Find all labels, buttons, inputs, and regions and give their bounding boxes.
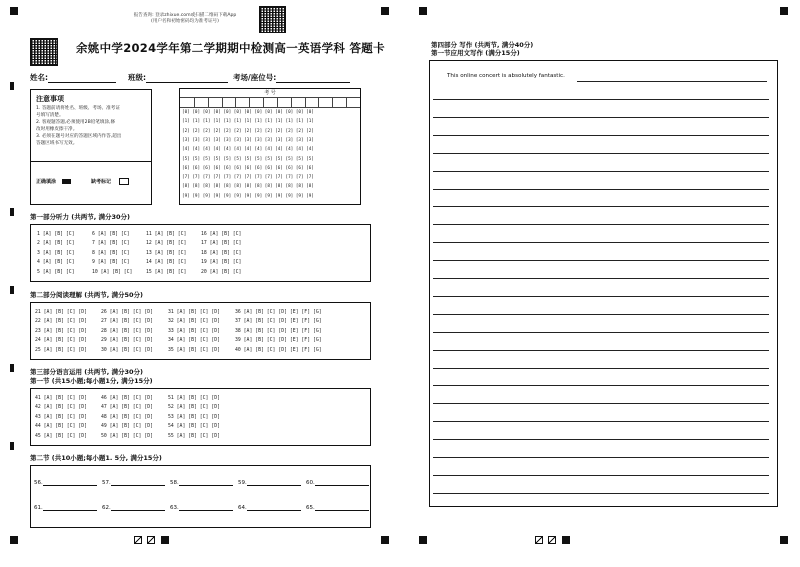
writing-line[interactable] [433, 242, 769, 243]
correct-fill-text: 正确填涂 [36, 179, 57, 185]
exam-number-cell-divider [249, 97, 250, 107]
answer-option-row[interactable]: 48 [A] [B] [C] [D] [101, 414, 153, 420]
writing-line[interactable] [433, 260, 769, 261]
blank-line [315, 479, 369, 486]
fill-in-blank[interactable] [170, 504, 233, 511]
timing-mark [562, 536, 570, 544]
answer-option-row[interactable]: 41 [A] [B] [C] [D] [35, 396, 87, 401]
answer-option-row[interactable]: 33 [A] [B] [C] [D] [168, 328, 220, 334]
answer-option-row[interactable]: 28 [A] [B] [C] [D] [101, 328, 153, 334]
absent-mark-label [91, 178, 129, 185]
exam-digit-row[interactable]: [7] [7] [7] [7] [7] [7] [7] [7] [7] [7] [7] [7] [7] [182, 175, 314, 181]
blank-number: 58. [170, 480, 179, 486]
class-field[interactable] [128, 72, 228, 83]
answer-option-row[interactable]: 26 [A] [B] [C] [D] [101, 310, 153, 315]
absent-mark-text: 缺考标记 [91, 179, 112, 185]
answer-option-row[interactable]: 47 [A] [B] [C] [D] [101, 405, 153, 411]
answer-option-row[interactable]: 32 [A] [B] [C] [D] [168, 319, 220, 325]
exam-digit-row[interactable]: [3] [3] [3] [3] [3] [3] [3] [3] [3] [3] [3] [3] [3] [182, 137, 314, 143]
answer-option-row[interactable]: 8 [A] [B] [C] [92, 250, 130, 256]
page-title: 余姚中学2024学年第二学期期中检测高一英语学科 答题卡 [76, 41, 385, 55]
answer-option-row[interactable]: 27 [A] [B] [C] [D] [101, 319, 153, 325]
answer-option-row[interactable]: 46 [A] [B] [C] [D] [101, 396, 153, 401]
timing-mark [10, 7, 18, 15]
fill-in-blank[interactable] [170, 479, 233, 486]
writing-line[interactable] [433, 153, 769, 154]
blank-number: 65. [306, 505, 315, 511]
answer-option-row[interactable]: 36 [A] [B] [C] [D] [E] [F] [G] [235, 310, 322, 315]
exam-number-cell-divider [305, 97, 306, 107]
answer-option-row[interactable]: 20 [A] [B] [C] [201, 269, 242, 275]
answer-option-row[interactable]: 49 [A] [B] [C] [D] [101, 424, 153, 430]
timing-mark [10, 208, 14, 216]
blank-line [43, 479, 97, 486]
answer-option-row[interactable]: 31 [A] [B] [C] [D] [168, 310, 220, 315]
fill-in-blank[interactable] [102, 504, 165, 511]
exam-digit-row[interactable]: [5] [5] [5] [5] [5] [5] [5] [5] [5] [5] [5] [5] [5] [182, 156, 314, 162]
writing-line[interactable] [433, 385, 769, 386]
name-field[interactable] [30, 72, 116, 83]
answer-option-row[interactable]: 15 [A] [B] [C] [146, 269, 187, 275]
exam-number-box [179, 88, 361, 205]
answer-option-row[interactable]: 35 [A] [B] [C] [D] [168, 347, 220, 353]
fill-in-blank[interactable] [238, 479, 301, 486]
notes-title: 注意事项 [36, 95, 64, 103]
exam-number-cell-divider [222, 97, 223, 107]
exam-number-cell-divider [291, 97, 292, 107]
filled-example-icon [62, 179, 71, 184]
writing-line[interactable] [577, 81, 767, 82]
answer-option-row[interactable]: 55 [A] [B] [C] [D] [168, 433, 220, 439]
blank-line [43, 504, 97, 511]
answer-option-row[interactable]: 51 [A] [B] [C] [D] [168, 396, 220, 401]
answer-option-row[interactable]: 44 [A] [B] [C] [D] [35, 424, 87, 430]
answer-option-row[interactable]: 9 [A] [B] [C] [92, 260, 130, 266]
writing-line[interactable] [433, 171, 769, 172]
part3-section1-title: 第一节 (共15小题;每小题1分, 满分15分) [30, 377, 153, 385]
answer-option-row[interactable]: 40 [A] [B] [C] [D] [E] [F] [G] [235, 347, 322, 353]
writing-line[interactable] [433, 224, 769, 225]
writing-line[interactable] [433, 296, 769, 297]
answer-option-row[interactable]: 39 [A] [B] [C] [D] [E] [F] [G] [235, 338, 322, 344]
answer-option-row[interactable]: 23 [A] [B] [C] [D] [35, 328, 87, 334]
answer-option-row[interactable]: 42 [A] [B] [C] [D] [35, 405, 87, 411]
fill-in-blank[interactable] [102, 479, 165, 486]
seat-field[interactable] [233, 72, 350, 83]
writing-line[interactable] [433, 206, 769, 207]
exam-number-cell-divider [235, 97, 236, 107]
writing-line[interactable] [433, 457, 769, 458]
answer-option-row[interactable]: 30 [A] [B] [C] [D] [101, 347, 153, 353]
hatch-mark [548, 536, 556, 544]
part1-title: 第一部分听力 (共两节, 满分30分) [30, 213, 130, 221]
answer-option-row[interactable]: 25 [A] [B] [C] [D] [35, 347, 87, 353]
blank-line [111, 479, 165, 486]
part1-answer-box [30, 224, 371, 282]
answer-option-row[interactable]: 1 [A] [B] [C] [37, 232, 75, 237]
blank-number: 57. [102, 480, 111, 486]
answer-option-row[interactable]: 11 [A] [B] [C] [146, 232, 187, 237]
answer-option-row[interactable]: 54 [A] [B] [C] [D] [168, 424, 220, 430]
exam-number-cell-divider [346, 97, 347, 107]
answer-option-row[interactable]: 43 [A] [B] [C] [D] [35, 414, 87, 420]
writing-box [429, 60, 778, 507]
notes-box [30, 89, 152, 205]
answer-option-row[interactable]: 17 [A] [B] [C] [201, 241, 242, 247]
answer-option-row[interactable]: 6 [A] [B] [C] [92, 232, 130, 237]
exam-digit-row[interactable]: [2] [2] [2] [2] [2] [2] [2] [2] [2] [2] [2] [2] [2] [182, 128, 314, 134]
exam-digit-row[interactable]: [9] [9] [9] [9] [9] [9] [9] [9] [9] [9] [9] [9] [9] [182, 193, 314, 199]
part4-title: 第四部分 写作 (共两节, 满分40分) [431, 41, 534, 49]
timing-mark [10, 82, 14, 90]
exam-number-cell-divider [318, 97, 319, 107]
answer-option-row[interactable]: 2 [A] [B] [C] [37, 241, 75, 247]
blank-line [247, 504, 301, 511]
blank-number: 59. [238, 480, 247, 486]
answer-option-row[interactable]: 14 [A] [B] [C] [146, 260, 187, 266]
notes-item: 改时用橡皮擦干净。 [36, 127, 78, 132]
exam-number-cell-divider [208, 97, 209, 107]
exam-number-cell-divider [194, 97, 195, 107]
timing-mark [10, 364, 14, 372]
writing-line[interactable] [433, 350, 769, 351]
answer-option-row[interactable]: 34 [A] [B] [C] [D] [168, 338, 220, 344]
seat-label: 考场/座位号: [233, 73, 277, 82]
answer-option-row[interactable]: 29 [A] [B] [C] [D] [101, 338, 153, 344]
answer-option-row[interactable]: 22 [A] [B] [C] [D] [35, 319, 87, 325]
exam-number-label: 考 号 [180, 89, 360, 98]
timing-mark [381, 7, 389, 15]
writing-line[interactable] [433, 135, 769, 136]
writing-line[interactable] [433, 493, 769, 494]
writing-prompt: This online concert is absolutely fantastic. [447, 73, 565, 79]
answer-option-row[interactable]: 5 [A] [B] [C] [37, 269, 75, 275]
answer-option-row[interactable]: 37 [A] [B] [C] [D] [E] [F] [G] [235, 319, 322, 325]
name-line [48, 74, 116, 83]
exam-number-cell-divider [263, 97, 264, 107]
exam-digit-row[interactable]: [1] [1] [1] [1] [1] [1] [1] [1] [1] [1] [1] [1] [1] [182, 119, 314, 125]
blank-line [179, 479, 233, 486]
answer-option-row[interactable]: 19 [A] [B] [C] [201, 260, 242, 266]
exam-number-cell-divider [332, 97, 333, 107]
fill-in-blank[interactable] [238, 504, 301, 511]
part3-section2-title: 第二节 (共10小题;每小题1. 5分, 满分15分) [30, 454, 162, 462]
writing-line[interactable] [433, 189, 769, 190]
blank-number: 64. [238, 505, 247, 511]
timing-mark [419, 536, 427, 544]
blank-line [247, 479, 301, 486]
writing-line[interactable] [433, 99, 769, 100]
exam-digit-row[interactable]: [0] [0] [0] [0] [0] [0] [0] [0] [0] [0] [0] [0] [0] [182, 110, 314, 115]
name-label: 姓名: [30, 73, 48, 82]
writing-line[interactable] [433, 368, 769, 369]
correct-fill-label [36, 178, 71, 185]
part3-answer-box [30, 388, 371, 446]
blank-number: 63. [170, 505, 179, 511]
answer-option-row[interactable]: 18 [A] [B] [C] [201, 250, 242, 256]
answer-option-row[interactable]: 45 [A] [B] [C] [D] [35, 433, 87, 439]
answer-option-row[interactable]: 3 [A] [B] [C] [37, 250, 75, 256]
answer-option-row[interactable]: 38 [A] [B] [C] [D] [E] [F] [G] [235, 328, 322, 334]
blank-number: 62. [102, 505, 111, 511]
hatch-mark [535, 536, 543, 544]
writing-line[interactable] [433, 421, 769, 422]
timing-mark [780, 7, 788, 15]
part4-section1-title: 第一节应用文写作 (满分15分) [431, 49, 520, 57]
blank-number: 56. [34, 480, 43, 486]
exam-digit-row[interactable]: [8] [8] [8] [8] [8] [8] [8] [8] [8] [8] [8] [8] [8] [182, 184, 314, 190]
exam-number-write-row[interactable] [180, 97, 360, 108]
answer-option-row[interactable]: 12 [A] [B] [C] [146, 241, 187, 247]
answer-option-row[interactable]: 4 [A] [B] [C] [37, 260, 75, 266]
student-qr-code [30, 38, 58, 66]
blank-line [179, 504, 233, 511]
timing-mark [10, 442, 14, 450]
divider [31, 161, 151, 162]
report-notice-line: (用户名和初始密码均为准考证号) [151, 19, 219, 24]
answer-option-row[interactable]: 13 [A] [B] [C] [146, 250, 187, 256]
notes-item: 号填写清楚。 [36, 113, 64, 118]
report-notice [115, 13, 255, 25]
exam-digit-row[interactable]: [4] [4] [4] [4] [4] [4] [4] [4] [4] [4] [4] [4] [4] [182, 147, 314, 153]
answer-option-row[interactable]: 50 [A] [B] [C] [D] [101, 433, 153, 439]
fill-in-blank[interactable] [34, 504, 97, 511]
blank-number: 61. [34, 505, 43, 511]
writing-line[interactable] [433, 475, 769, 476]
writing-line[interactable] [433, 332, 769, 333]
fill-in-box [30, 465, 371, 528]
timing-mark [10, 286, 14, 294]
class-line [146, 74, 228, 83]
writing-line[interactable] [433, 439, 769, 440]
blank-line [315, 504, 369, 511]
report-notice-line: 报告查询: 登录zhixue.com或扫描二维码下载App [133, 13, 237, 18]
writing-line[interactable] [433, 278, 769, 279]
notes-item: 3. 必须在题号对应的答题区域内作答,超出 [36, 134, 122, 139]
hatch-mark [147, 536, 155, 544]
fill-in-blank[interactable] [306, 504, 369, 511]
writing-line[interactable] [433, 403, 769, 404]
timing-mark [780, 536, 788, 544]
seat-line [276, 74, 350, 83]
part2-title: 第二部分阅读理解 (共两节, 满分50分) [30, 291, 143, 299]
fill-in-blank[interactable] [306, 479, 369, 486]
answer-option-row[interactable]: 21 [A] [B] [C] [D] [35, 310, 87, 315]
absent-checkbox[interactable] [119, 178, 129, 185]
part2-answer-box [30, 302, 371, 360]
writing-line[interactable] [433, 117, 769, 118]
timing-mark [381, 536, 389, 544]
answer-option-row[interactable]: 52 [A] [B] [C] [D] [168, 405, 220, 411]
part3-title: 第三部分语言运用 (共两节, 满分30分) [30, 368, 143, 376]
answer-option-row[interactable]: 53 [A] [B] [C] [D] [168, 414, 220, 420]
download-qr-code [259, 6, 286, 33]
timing-mark [10, 536, 18, 544]
answer-option-row[interactable]: 10 [A] [B] [C] [92, 269, 133, 275]
exam-digit-row[interactable]: [6] [6] [6] [6] [6] [6] [6] [6] [6] [6] [6] [6] [6] [182, 165, 314, 171]
writing-line[interactable] [433, 314, 769, 315]
answer-option-row[interactable]: 7 [A] [B] [C] [92, 241, 130, 247]
notes-list [36, 105, 148, 147]
timing-mark [419, 7, 427, 15]
answer-option-row[interactable]: 24 [A] [B] [C] [D] [35, 338, 87, 344]
blank-number: 60. [306, 480, 315, 486]
answer-option-row[interactable]: 16 [A] [B] [C] [201, 232, 242, 237]
blank-line [111, 504, 165, 511]
timing-mark [161, 536, 169, 544]
notes-item: 2. 客观题答题,必须使用2B铅笔填涂,修 [36, 120, 116, 125]
notes-item: 答题区域书写无效。 [36, 141, 78, 146]
class-label: 班级: [128, 73, 146, 82]
notes-item: 1. 答题前请将姓名、班级、考场、准考证 [36, 106, 120, 111]
hatch-mark [134, 536, 142, 544]
exam-number-cell-divider [277, 97, 278, 107]
fill-in-blank[interactable] [34, 479, 97, 486]
